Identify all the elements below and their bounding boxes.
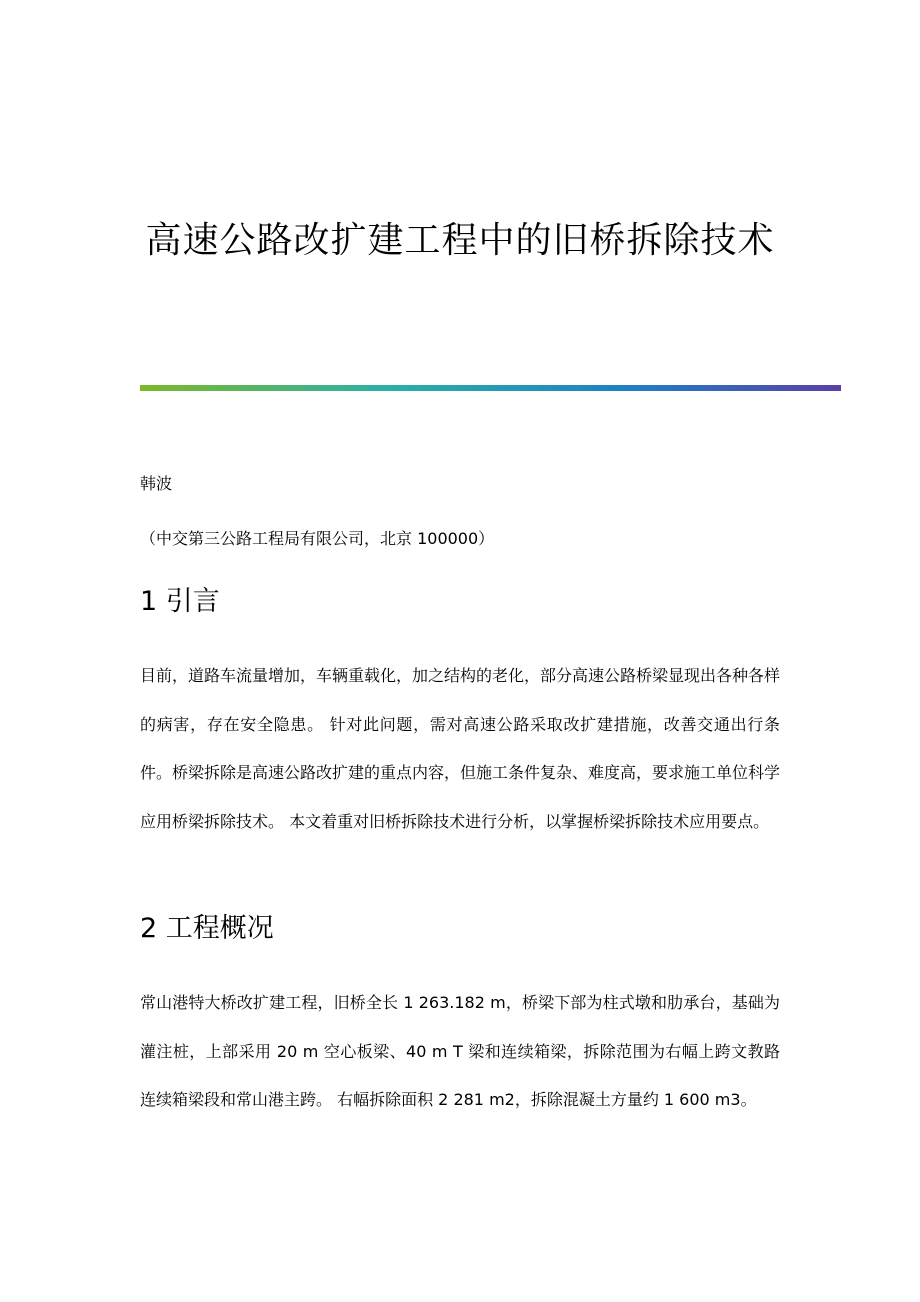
section-paragraph-introduction: 目前，道路车流量增加，车辆重载化，加之结构的老化，部分高速公路桥梁显现出各种各样的病害，存在安全隐患。 针对此问题，需对高速公路采取改扩建措施，改善交通出行条件。桥梁拆除是高速公路改扩建的重点内容，但施工条件复杂、难度高，要求施工单位科学应用桥梁拆除技术。 本文着重对旧桥拆除技术进行分析，以掌握桥梁拆除技术应用要点。 <box>140 666 781 831</box>
section-paragraph-project-overview: 常山港特大桥改扩建工程，旧桥全长 1 263.182 m，桥梁下部为柱式墩和肋承台，基础为灌注桩，上部采用 20 m 空心板梁、40 m T 梁和连续箱梁，拆除范围为右幅上跨文教路连续箱梁段和常山港主跨。 右幅拆除面积 2 281 m2，拆除混凝土方量约 1 600 m3。 <box>140 993 780 1109</box>
document-title: 高速公路改扩建工程中的旧桥拆除技术 <box>145 220 775 261</box>
author-name: 韩波 <box>140 474 173 493</box>
title-divider <box>140 385 841 391</box>
author-affiliation: （中交第三公路工程局有限公司，北京 100000） <box>140 529 495 548</box>
section-heading-project-overview: 2 工程概况 <box>140 913 274 944</box>
section-heading-introduction: 1 引言 <box>140 586 220 617</box>
